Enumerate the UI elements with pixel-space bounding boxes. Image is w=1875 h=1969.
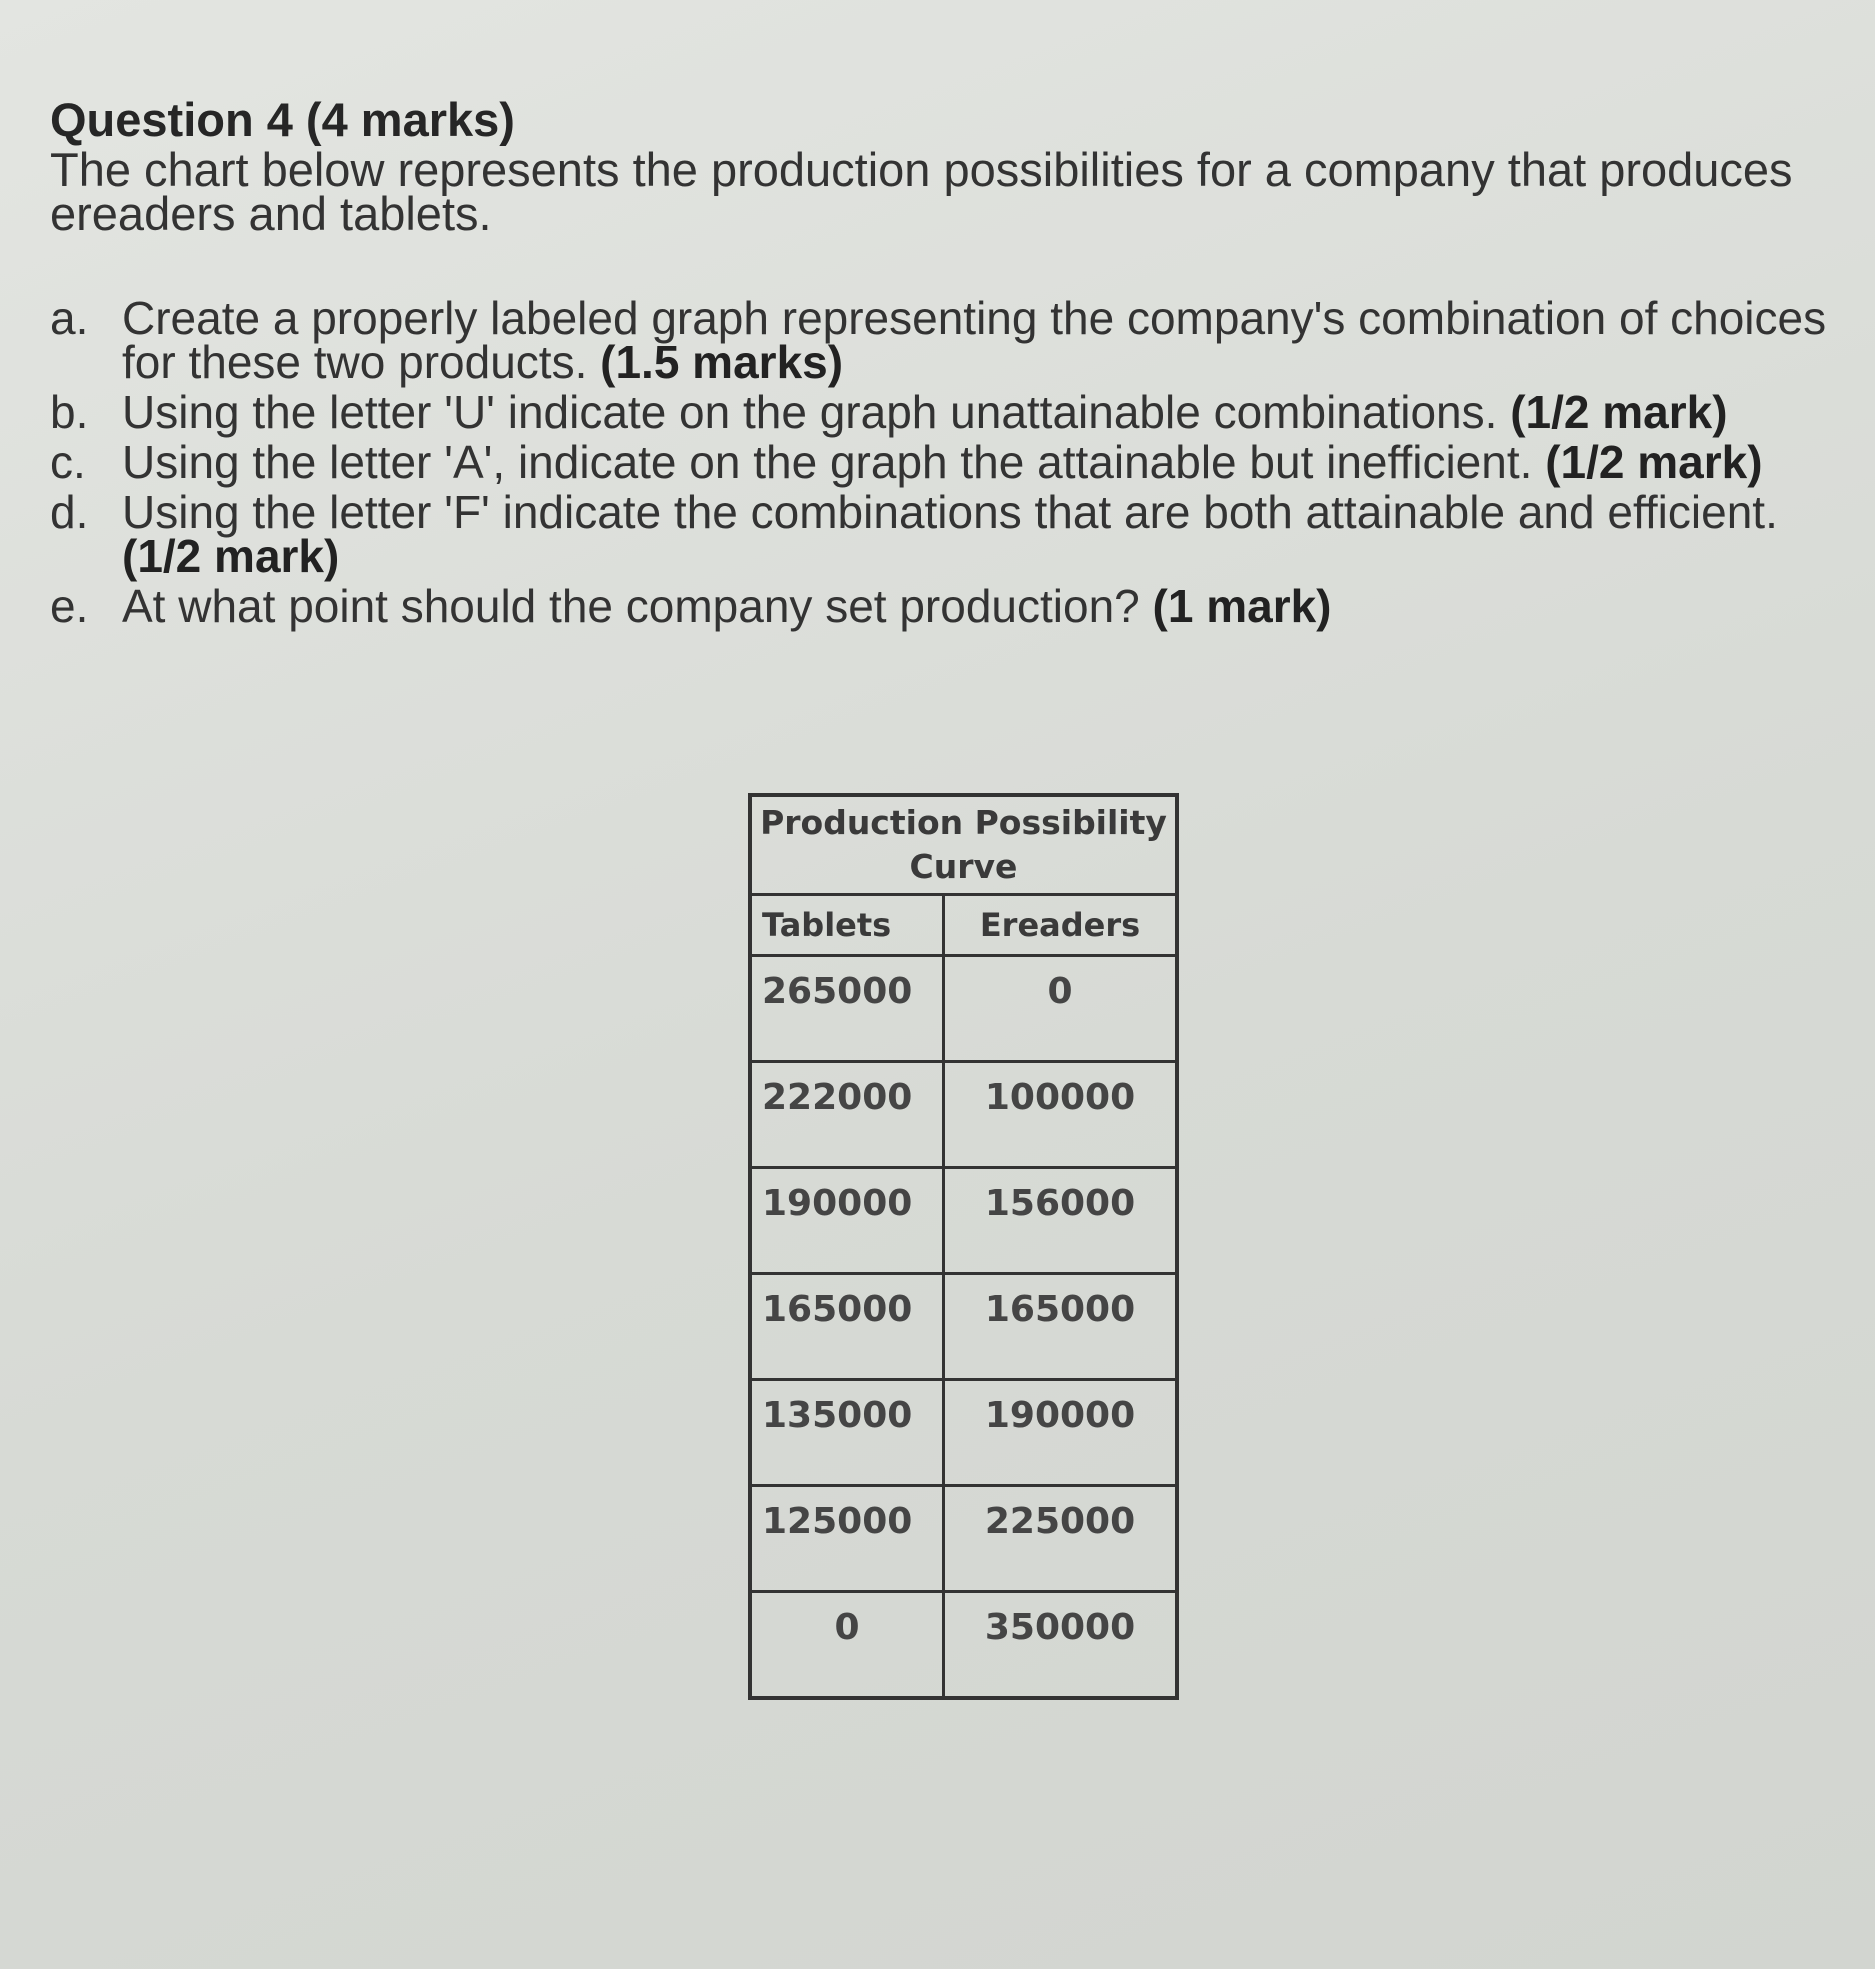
sub-question-text: Create a properly labeled graph representing the company's combination of choices for these two products. (1.5 marks) xyxy=(122,292,1827,388)
sub-question-letter: d. xyxy=(50,486,89,538)
ereaders-cell: 165000 xyxy=(944,1274,1178,1380)
question-title: Question 4 (4 marks) xyxy=(50,93,515,146)
ereaders-cell: 100000 xyxy=(944,1062,1178,1168)
sub-question-letter: b. xyxy=(50,386,89,438)
ereaders-cell: 0 xyxy=(944,956,1178,1062)
tablets-cell: 0 xyxy=(750,1592,944,1699)
table-caption: Production Possibility Curve xyxy=(750,795,1177,895)
tablets-cell: 265000 xyxy=(750,956,944,1062)
tablets-cell: 222000 xyxy=(750,1062,944,1168)
question-intro: The chart below represents the production possibilities for a company that produces ereaders and tablets. xyxy=(50,143,1793,240)
column-header-ereaders: Ereaders xyxy=(944,895,1178,956)
sub-question-text: At what point should the company set production? (1 mark) xyxy=(122,580,1332,632)
marks-label: (1/2 mark) xyxy=(1510,386,1728,438)
column-header-tablets: Tablets xyxy=(750,895,944,956)
sub-question-text: Using the letter 'A', indicate on the graph the attainable but inefficient. (1/2 mark) xyxy=(122,436,1763,488)
table-row xyxy=(750,1592,1177,1699)
table-row xyxy=(750,1274,1177,1380)
ereaders-cell: 350000 xyxy=(944,1592,1178,1699)
sub-question-letter: e. xyxy=(50,580,89,632)
marks-label: (1 mark) xyxy=(1152,580,1332,632)
tablets-cell: 190000 xyxy=(750,1168,944,1274)
production-possibility-table xyxy=(748,793,1179,1700)
sub-question-b xyxy=(50,386,1830,438)
marks-label: (1/2 mark) xyxy=(122,530,340,582)
marks-label: (1/2 mark) xyxy=(1545,436,1763,488)
sub-question-list xyxy=(50,292,1830,632)
ereaders-cell: 190000 xyxy=(944,1380,1178,1486)
sub-question-e xyxy=(50,580,1830,632)
table-row xyxy=(750,956,1177,1062)
tablets-cell: 165000 xyxy=(750,1274,944,1380)
tablets-cell: 125000 xyxy=(750,1486,944,1592)
sub-question-c xyxy=(50,436,1830,488)
table-row xyxy=(750,1486,1177,1592)
table-row xyxy=(750,1380,1177,1486)
sub-question-a xyxy=(50,292,1830,388)
tablets-cell: 135000 xyxy=(750,1380,944,1486)
sub-question-text: Using the letter 'F' indicate the combinations that are both attainable and efficient. (1/2 mark) xyxy=(122,486,1778,582)
ereaders-cell: 225000 xyxy=(944,1486,1178,1592)
sub-question-d xyxy=(50,486,1830,582)
sub-question-text: Using the letter 'U' indicate on the graph unattainable combinations. (1/2 mark) xyxy=(122,386,1728,438)
question-document xyxy=(50,92,1830,634)
sub-question-letter: a. xyxy=(50,292,89,344)
ereaders-cell: 156000 xyxy=(944,1168,1178,1274)
sub-question-letter: c. xyxy=(50,436,86,488)
table-row xyxy=(750,1062,1177,1168)
table-row xyxy=(750,1168,1177,1274)
marks-label: (1.5 marks) xyxy=(600,336,844,388)
